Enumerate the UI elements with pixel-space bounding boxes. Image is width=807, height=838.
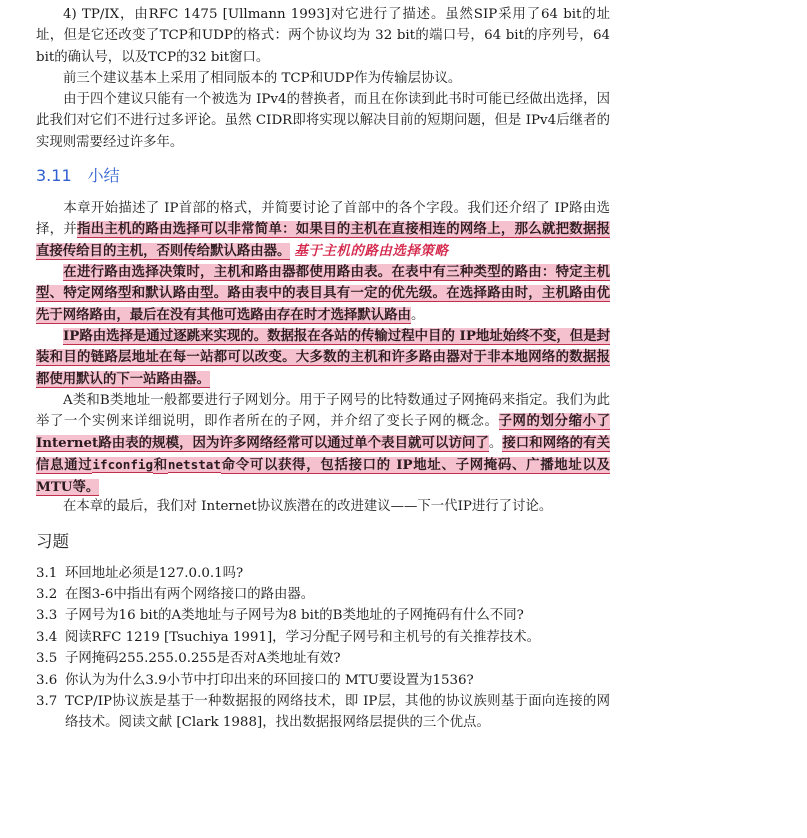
exercise-text: 在图3-6中指出有两个网络接口的路由器。 <box>65 587 315 602</box>
paragraph-ipv4-text: 由于四个建议只能有一个被选为 IPv4的替换者，而且在你读到此书时可能已经做出选择，因此我们对它们不进行过多评论。虽然 CIDR即将实现以解决目前的短期问题，但是 IPv4后继者的实现则需要经过许多年。 <box>36 92 610 150</box>
summary-routing-intro: 本章开始描述了 IP首部的格式，并简要讨论了首部中的各个字段。我们还介绍了 IP路由选择，并 <box>36 201 610 238</box>
exercise-number: 3.1 <box>36 566 58 581</box>
summary-routing-table-end: 。 <box>410 307 425 323</box>
exercise-text: 你认为为什么3.9小节中打印出来的环回接口的 MTU要设置为1536? <box>65 673 474 688</box>
summary-subnet-mid: 。 <box>488 435 503 451</box>
handwritten-note: 基于主机的路由选择策略 <box>294 242 449 259</box>
highlight-routing-table: 在进行路由选择决策时，主机和路由器都使用路由表。在表中有三种类型的路由：特定主机型、特定网络型和默认路由型。路由表中的表目具有一定的优先级。在选择路由时，主机路由优先于网络路由，最后在没有其他可选路由存在时才选择默认路由 <box>36 264 610 323</box>
exercise-item <box>36 627 610 648</box>
section-number: 3.11 <box>36 166 72 185</box>
command-netstat: netstat <box>167 457 221 473</box>
paragraph-transport-text: 前三个建议基本上采用了相同版本的 TCP和UDP作为传输层协议。 <box>63 71 462 86</box>
exercise-item <box>36 670 610 691</box>
command-ifconfig: ifconfig <box>92 457 154 473</box>
exercise-text: 子网号为16 bit的A类地址与子网号为8 bit的B类地址的子网掩码有什么不同? <box>65 608 524 623</box>
summary-paragraph-subnet <box>36 390 610 498</box>
summary-paragraph-routing-table <box>36 262 610 326</box>
paragraph-tpix <box>36 4 610 68</box>
section-heading <box>36 163 120 186</box>
exercise-text: TCP/IP协议族是基于一种数据报的网络技术，即 IP层，其他的协议族则基于面向连接的网络技术。阅读文献 [Clark 1988]，找出数据报网络层提供的三个优点。 <box>65 694 610 731</box>
exercise-item <box>36 584 610 605</box>
exercise-number: 3.6 <box>36 673 58 688</box>
section-title: 小结 <box>87 166 120 185</box>
highlight-subnet: 子网的划分缩小了 Internet路由表的规模，因为许多网络经常可以通过单个表目就可以访问了 <box>36 413 610 451</box>
exercise-text: 子网掩码255.255.0.255是否对A类地址有效? <box>65 651 341 666</box>
exercise-number: 3.5 <box>36 651 58 666</box>
highlight-interface-b: 和 <box>153 457 168 474</box>
highlight-host-routing: 指出主机的路由选择可以非常简单：如果目的主机在直接相连的网络上，那么就把数据报直接传给目的主机，否则传给默认路由器。 <box>36 221 611 259</box>
exercise-text: 阅读RFC 1219 [Tsuchiya 1991]，学习分配子网号和主机号的有关推荐技术。 <box>65 630 540 645</box>
exercise-item <box>36 605 610 626</box>
exercise-number: 3.4 <box>36 630 58 645</box>
highlight-hop-by-hop: IP路由选择是通过逐跳来实现的。数据报在各站的传输过程中目的 IP地址始终不变，但是封装和目的链路层地址在每一站都可以改变。大多数的主机和许多路由器对于非本地网络的数据报都使用默认的下一站路由器。 <box>36 328 610 387</box>
exercise-item <box>36 563 610 584</box>
summary-paragraph-next-ip <box>36 496 610 517</box>
highlight-interface-c: 命令可以获得，包括接口的 IP地址、子网掩码、广播地址以及 MTU等。 <box>36 457 610 495</box>
summary-paragraph-routing <box>36 198 610 262</box>
exercise-item <box>36 648 610 669</box>
paragraph-ipv4-replacement <box>36 89 610 153</box>
summary-subnet-intro: A类和B类地址一般都要进行子网划分。用于子网号的比特数通过子网掩码来指定。我们为此举了一个实例来详细说明，即作者所在的子网，并介绍了变长子网的概念。 <box>36 393 610 430</box>
exercise-number: 3.7 <box>36 694 58 709</box>
exercise-number: 3.2 <box>36 587 58 602</box>
exercise-number: 3.3 <box>36 608 58 623</box>
summary-next-ip-text: 在本章的最后，我们对 Internet协议族潜在的改进建议——下一代IP进行了讨论。 <box>63 499 553 514</box>
exercises-heading: 习题 <box>36 532 69 551</box>
highlight-interface-a: 接口和网络的有关信息通过 <box>36 434 610 474</box>
paragraph-tpix-text: 4) TP/IX，由RFC 1475 [Ullmann 1993]对它进行了描述。虽然SIP采用了64 bit的址址，但是它还改变了TCP和UDP的格式：两个协议均为 32 bit的端口号，64 bit的序列号，64 bit的确认号，以及TCP的32 bit窗口。 <box>36 7 610 65</box>
exercise-text: 环回地址必须是127.0.0.1吗? <box>65 566 244 581</box>
exercise-item <box>36 691 610 734</box>
summary-paragraph-hop-by-hop <box>36 326 610 390</box>
paragraph-transport <box>36 68 610 89</box>
